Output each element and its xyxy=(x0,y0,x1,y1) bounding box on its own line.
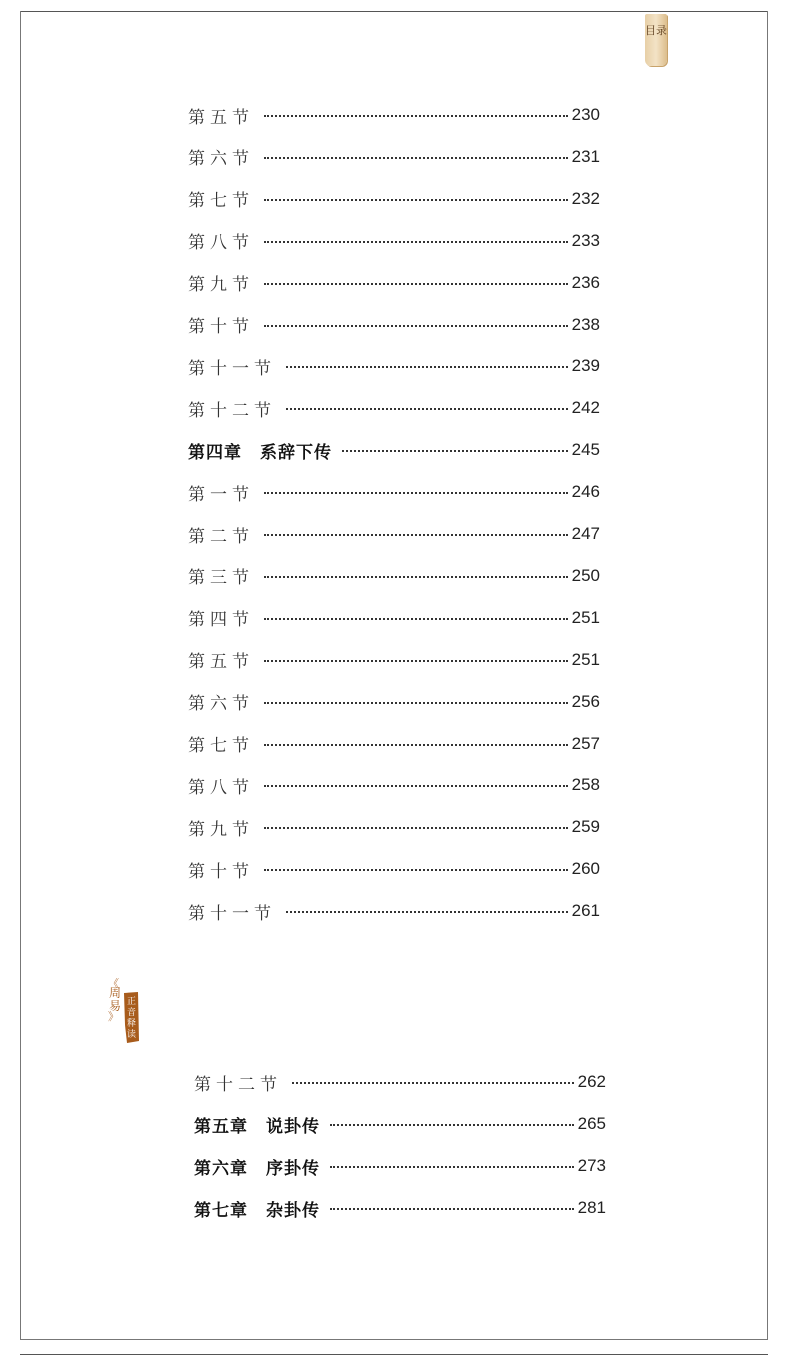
toc-dot-leader xyxy=(264,241,568,243)
toc-section-row[interactable] xyxy=(188,103,600,127)
toc-page-number: 238 xyxy=(571,314,600,334)
toc-entry-title: 第十一节 xyxy=(188,903,276,924)
toc-dot-leader xyxy=(264,157,568,159)
toc-tab-label: 目录 xyxy=(645,24,667,37)
toc-section-row[interactable] xyxy=(188,564,600,588)
toc-entry-title: 第二节 xyxy=(188,526,254,547)
toc-entry-title: 第七节 xyxy=(188,736,254,756)
toc-chapter-row[interactable] xyxy=(194,1112,606,1136)
toc-page-number: 261 xyxy=(571,901,600,921)
toc-page-number: 232 xyxy=(571,188,600,208)
toc-entry-title: 第十一节 xyxy=(188,358,276,379)
toc-section-row[interactable] xyxy=(188,229,600,253)
toc-section-row[interactable] xyxy=(188,354,600,378)
toc-entry-title: 第七章 杂卦传 xyxy=(194,1200,320,1221)
toc-dot-leader xyxy=(286,366,568,368)
toc-section-row[interactable] xyxy=(188,145,600,169)
toc-section-row[interactable] xyxy=(188,606,600,630)
toc-dot-leader xyxy=(264,283,568,285)
svg-text:音: 音 xyxy=(127,1008,137,1018)
toc-page-number: 257 xyxy=(571,733,600,753)
toc-section-row[interactable] xyxy=(188,396,600,420)
toc-chapter-row[interactable] xyxy=(194,1196,606,1220)
toc-section-row[interactable] xyxy=(188,690,600,714)
toc-page-number: 246 xyxy=(571,482,600,502)
book-logo xyxy=(106,975,142,1045)
toc-dot-leader xyxy=(264,618,568,620)
toc-dot-leader xyxy=(264,492,568,494)
toc-dot-leader xyxy=(264,785,568,787)
toc-section-row[interactable] xyxy=(194,1070,606,1094)
svg-text:释: 释 xyxy=(127,1019,137,1029)
toc-page-number: 273 xyxy=(577,1156,606,1175)
toc-section-row[interactable] xyxy=(188,271,600,295)
toc-entry-title: 第五节 xyxy=(188,107,254,128)
toc-section-row[interactable] xyxy=(188,313,600,337)
toc-dot-leader xyxy=(330,1124,574,1126)
toc-page-number: 250 xyxy=(571,565,600,585)
toc-dot-leader xyxy=(264,660,568,662)
toc-page-number: 262 xyxy=(577,1072,606,1091)
svg-text:读: 读 xyxy=(127,1030,137,1040)
toc-chapter-row[interactable] xyxy=(194,1154,606,1178)
toc-entry-title: 第三节 xyxy=(188,568,254,589)
toc-page-number: 260 xyxy=(571,859,600,879)
toc-dot-leader xyxy=(264,744,568,746)
toc-section-row[interactable] xyxy=(188,187,600,211)
toc-dot-leader xyxy=(264,325,568,327)
toc-section-row[interactable] xyxy=(188,648,600,672)
toc-entry-title: 第六节 xyxy=(188,149,254,170)
toc-chapter-row[interactable] xyxy=(188,438,600,462)
toc-dot-leader xyxy=(264,702,568,704)
toc-dot-leader xyxy=(330,1166,574,1168)
toc-entry-title: 第七节 xyxy=(188,191,254,212)
toc-dot-leader xyxy=(264,115,568,117)
toc-dot-leader xyxy=(264,827,568,829)
toc-entry-title: 第十二节 xyxy=(194,1074,282,1095)
toc-entry-title: 第六节 xyxy=(188,694,254,715)
toc-page-number: 251 xyxy=(571,649,600,669)
toc-entry-title: 第六章 序卦传 xyxy=(194,1158,320,1179)
toc-page-number: 259 xyxy=(571,817,600,837)
toc-entry-title: 第五节 xyxy=(188,652,254,673)
toc-page-number: 247 xyxy=(571,524,600,543)
toc-entry-title: 第九节 xyxy=(188,819,254,840)
toc-entry-title: 第四章 系辞下传 xyxy=(188,442,332,463)
toc-entry-title: 第十节 xyxy=(188,317,254,337)
toc-entry-title: 第十节 xyxy=(188,861,254,882)
toc-page-number: 265 xyxy=(577,1114,606,1133)
toc-page-number: 233 xyxy=(571,230,600,250)
toc-entry-title: 第十二节 xyxy=(188,400,276,421)
toc-dot-leader xyxy=(292,1082,574,1084)
toc-dot-leader xyxy=(286,911,568,913)
svg-text:周: 周 xyxy=(109,986,122,1000)
toc-entry-title: 第八节 xyxy=(188,777,254,798)
toc-dot-leader xyxy=(264,869,568,871)
svg-text:》: 》 xyxy=(108,1010,119,1023)
toc-section-row[interactable] xyxy=(188,815,600,839)
toc-page-number: 242 xyxy=(571,398,600,418)
toc-dot-leader xyxy=(286,408,568,410)
logo-title-text: 《 xyxy=(108,977,119,990)
toc-dot-leader xyxy=(330,1208,574,1210)
toc-page-number: 281 xyxy=(577,1198,606,1217)
toc-dot-leader xyxy=(264,576,568,578)
toc-dot-leader xyxy=(264,199,568,201)
toc-section-row[interactable] xyxy=(188,480,600,504)
toc-entry-title: 第八节 xyxy=(188,233,254,254)
toc-section-row[interactable] xyxy=(188,732,600,756)
svg-text:正: 正 xyxy=(127,997,137,1007)
toc-page-number: 231 xyxy=(571,146,600,166)
toc-entry-title: 第四节 xyxy=(188,610,254,631)
toc-entry-title: 第五章 说卦传 xyxy=(194,1116,320,1137)
toc-tab-marker xyxy=(645,14,667,66)
toc-section-row[interactable] xyxy=(188,857,600,881)
toc-page-number: 256 xyxy=(571,691,600,711)
toc-section-row[interactable] xyxy=(188,773,600,797)
toc-page-number: 239 xyxy=(571,356,600,376)
toc-section-row[interactable] xyxy=(188,899,600,923)
toc-dot-leader xyxy=(264,534,568,536)
svg-text:易: 易 xyxy=(109,999,122,1013)
toc-entry-title: 第九节 xyxy=(188,275,254,296)
toc-entry-title: 第一节 xyxy=(188,484,254,505)
toc-page-number: 230 xyxy=(571,105,600,124)
toc-page-number: 236 xyxy=(571,272,600,292)
toc-page-number: 245 xyxy=(571,440,600,460)
toc-page-number: 251 xyxy=(571,607,600,627)
toc-dot-leader xyxy=(342,450,568,452)
toc-page-number: 258 xyxy=(571,775,600,795)
toc-section-row[interactable] xyxy=(188,522,600,546)
